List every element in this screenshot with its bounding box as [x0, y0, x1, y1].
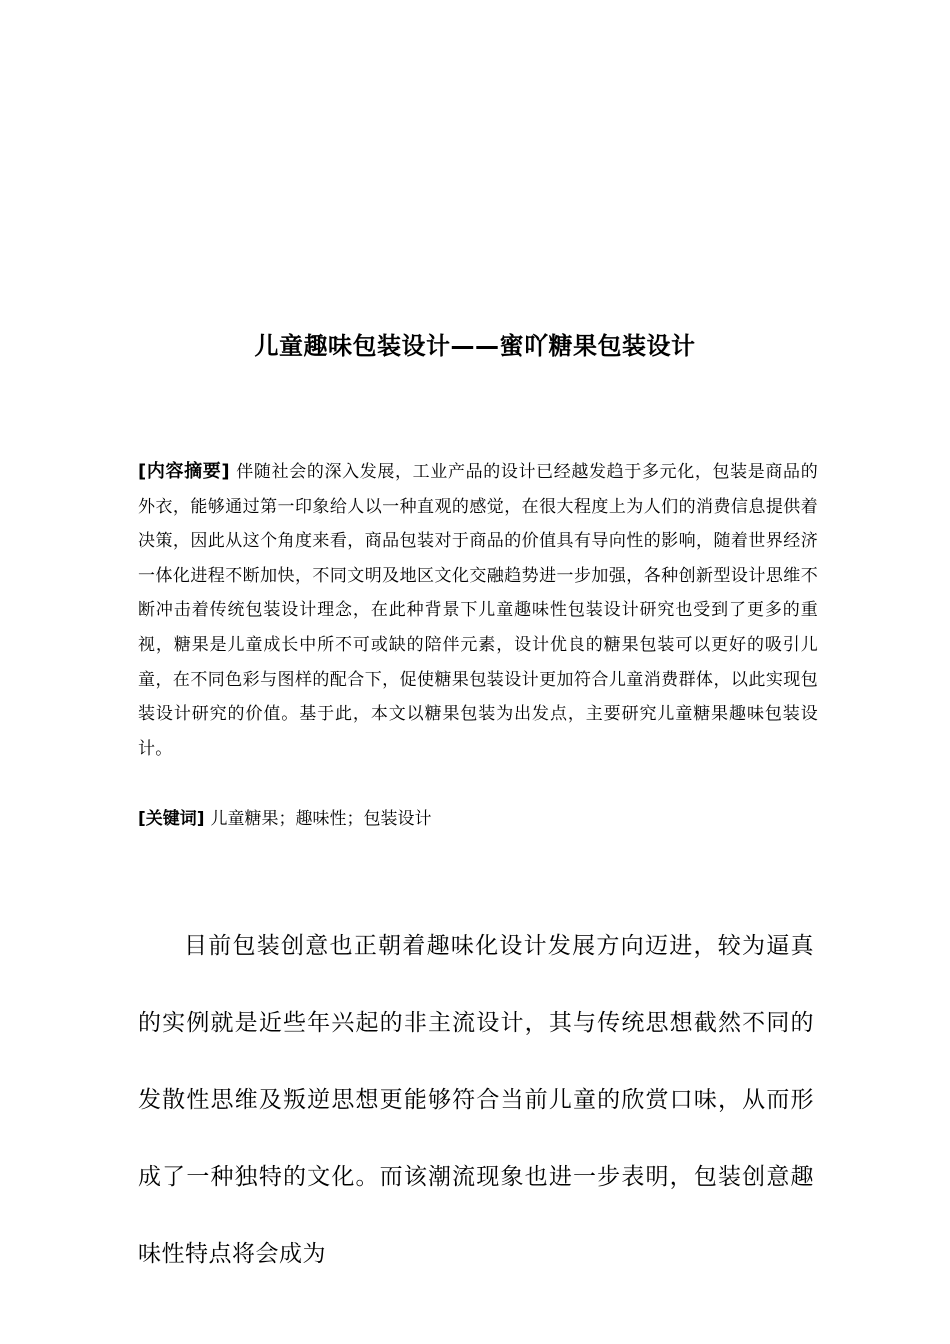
keywords-section	[138, 802, 818, 836]
abstract-label: [内容摘要]	[138, 461, 230, 482]
keywords-text: 儿童糖果；趣味性；包装设计	[210, 809, 432, 829]
abstract-text: 伴随社会的深入发展，工业产品的设计已经越发趋于多元化，包装是商品的外衣，能够通过第一印象给人以一种直观的感觉，在很大程度上为人们的消费信息提供着决策，因此从这个角度来看，商品包装对于商品的价值具有导向性的影响，随着世界经济一体化进程不断加快，不同文明及地区文化交融趋势进一步加强，各种创新型设计思维不断冲击着传统包装设计理念，在此种背景下儿童趣味性包装设计研究也受到了更多的重视，糖果是儿童成长中所不可或缺的陪伴元素，设计优良的糖果包装可以更好的吸引儿童，在不同色彩与图样的配合下，促使糖果包装设计更加符合儿童消费群体，以此实现包装设计研究的价值。基于此，本文以糖果包装为出发点，主要研究儿童糖果趣味包装设计。	[138, 462, 818, 759]
document-title: 儿童趣味包装设计——蜜吖糖果包装设计	[254, 332, 696, 360]
body-paragraph: 目前包装创意也正朝着趣味化设计发展方向迈进，较为逼真的实例就是近些年兴起的非主流设计，其与传统思想截然不同的发散性思维及叛逆思想更能够符合当前儿童的欣赏口味，从而形成了一种独特的文化。而该潮流现象也进一步表明，包装创意趣味性特点将会成为	[138, 933, 814, 1267]
keywords-label: [关键词]	[138, 809, 205, 829]
abstract-section	[138, 455, 818, 766]
